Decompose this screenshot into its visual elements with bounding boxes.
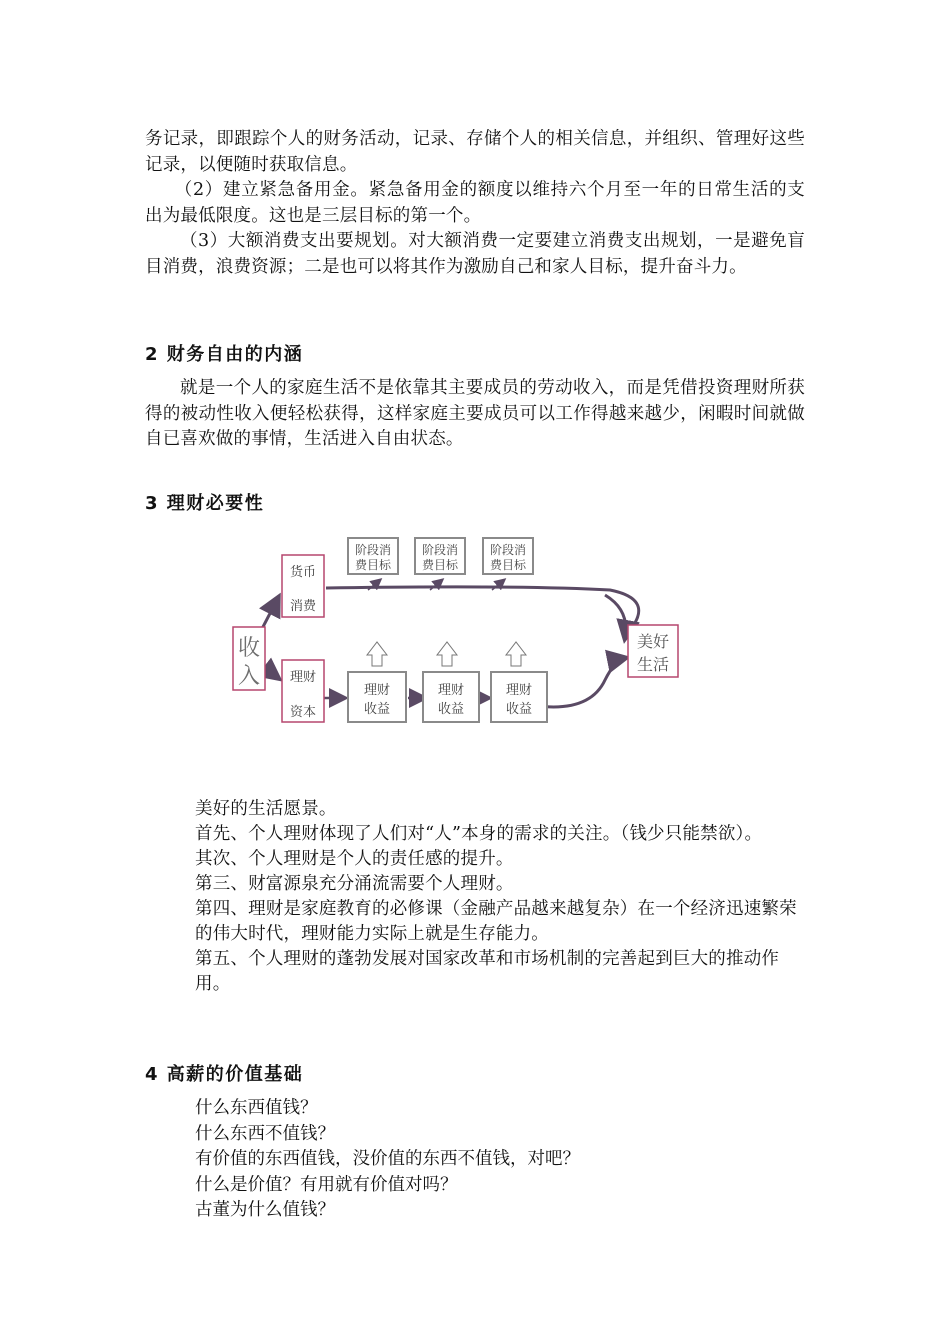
stage-2-label-2: 费目标: [421, 558, 459, 572]
point-0: 美好的生活愿景。: [195, 799, 337, 819]
question-4: 古董为什么值钱？: [195, 1200, 335, 1220]
stage-3-label-1: 阶段消: [489, 543, 527, 557]
section-3-points: [195, 797, 807, 997]
section-4-heading: 4 高薪的价值基础: [145, 1064, 304, 1085]
up-arrow-gain-1: [367, 642, 387, 666]
arrow-stage-2: [430, 580, 442, 590]
up-arrow-gain-3: [506, 642, 526, 666]
financial-planning-diagram: [220, 530, 690, 730]
income-label-1: 收: [237, 636, 261, 661]
gain-3-label-1: 理财: [505, 683, 533, 698]
gain-1-label-1: 理财: [363, 683, 391, 698]
consume-label-2: 消费: [289, 599, 317, 614]
intro-item-3: （3）大额消费支出要规划。对大额消费一定要建立消费支出规划，一是避免盲目消费，浪费资源；二是也可以将其作为激励自己和家人目标，提升奋斗力。: [145, 231, 805, 277]
point-3: 第三、财富源泉充分涌流需要个人理财。: [195, 874, 514, 894]
gain-2-label-2: 收益: [437, 702, 465, 717]
stage-1-label-2: 费目标: [354, 558, 392, 572]
gain-1-label-2: 收益: [363, 702, 391, 717]
invest-label-1: 理财: [289, 670, 317, 685]
invest-label-2: 资本: [289, 705, 317, 720]
arrow-gain-to-goal: [538, 658, 625, 707]
section-3-heading: 3 理财必要性: [145, 493, 265, 514]
intro-item-2: （2）建立紧急备用金。紧急备用金的额度以维持六个月至一年的日常生活的支出为最低限度。这也是三层目标的第一个。: [145, 180, 805, 226]
gain-2-label-1: 理财: [437, 683, 465, 698]
point-5: 第五、个人理财的蓬勃发展对国家改革和市场机制的完善起到巨大的推动作用。: [195, 949, 780, 994]
goal-label-2: 生活: [636, 655, 670, 674]
goal-label-1: 美好: [636, 632, 670, 651]
arrow-consume-to-goal: [326, 587, 639, 638]
income-label-2: 入: [237, 664, 261, 689]
question-0: 什么东西值钱？: [195, 1098, 318, 1118]
question-1: 什么东西不值钱？: [195, 1123, 335, 1144]
consume-label-1: 货币: [289, 565, 317, 580]
point-1: 首先、个人理财体现了人们对“人”本身的需求的关注。（钱少只能禁欲）。: [195, 824, 763, 844]
intro-paragraphs: [145, 127, 805, 280]
stage-2-label-1: 阶段消: [421, 543, 459, 557]
section-4-questions: [195, 1096, 795, 1224]
arrow-consume-to-goal-head: [605, 595, 626, 638]
point-4: 第四、理财是家庭教育的必修课（金融产品越来越复杂）在一个经济迅速繁荣的伟大时代，理财能力实际上就是生存能力。: [195, 899, 797, 944]
stage-3-label-2: 费目标: [489, 558, 527, 572]
question-2: 有价值的东西值钱，没价值的东西不值钱，对吧？: [195, 1149, 580, 1169]
up-arrow-gain-2: [437, 642, 457, 666]
section-2-paragraph: 就是一个人的家庭生活不是依靠其主要成员的劳动收入，而是凭借投资理财所获得的被动性收入便轻松获得，这样家庭主要成员可以工作得越来越少，闲暇时间就做自已喜欢做的事情，生活进入自由状态。: [145, 378, 805, 449]
gain-3-label-2: 收益: [505, 702, 533, 717]
section-2-heading: 2 财务自由的内涵: [145, 344, 304, 365]
point-2: 其次、个人理财是个人的责任感的提升。: [195, 849, 514, 869]
section-2-body: [145, 376, 805, 453]
stage-1-label-1: 阶段消: [354, 543, 392, 557]
intro-line: 务记录，即跟踪个人的财务活动，记录、存储个人的相关信息，并组织、管理好这些记录，以便随时获取信息。: [145, 129, 805, 175]
question-3: 什么是价值？有用就有价值对吗？: [195, 1174, 458, 1195]
